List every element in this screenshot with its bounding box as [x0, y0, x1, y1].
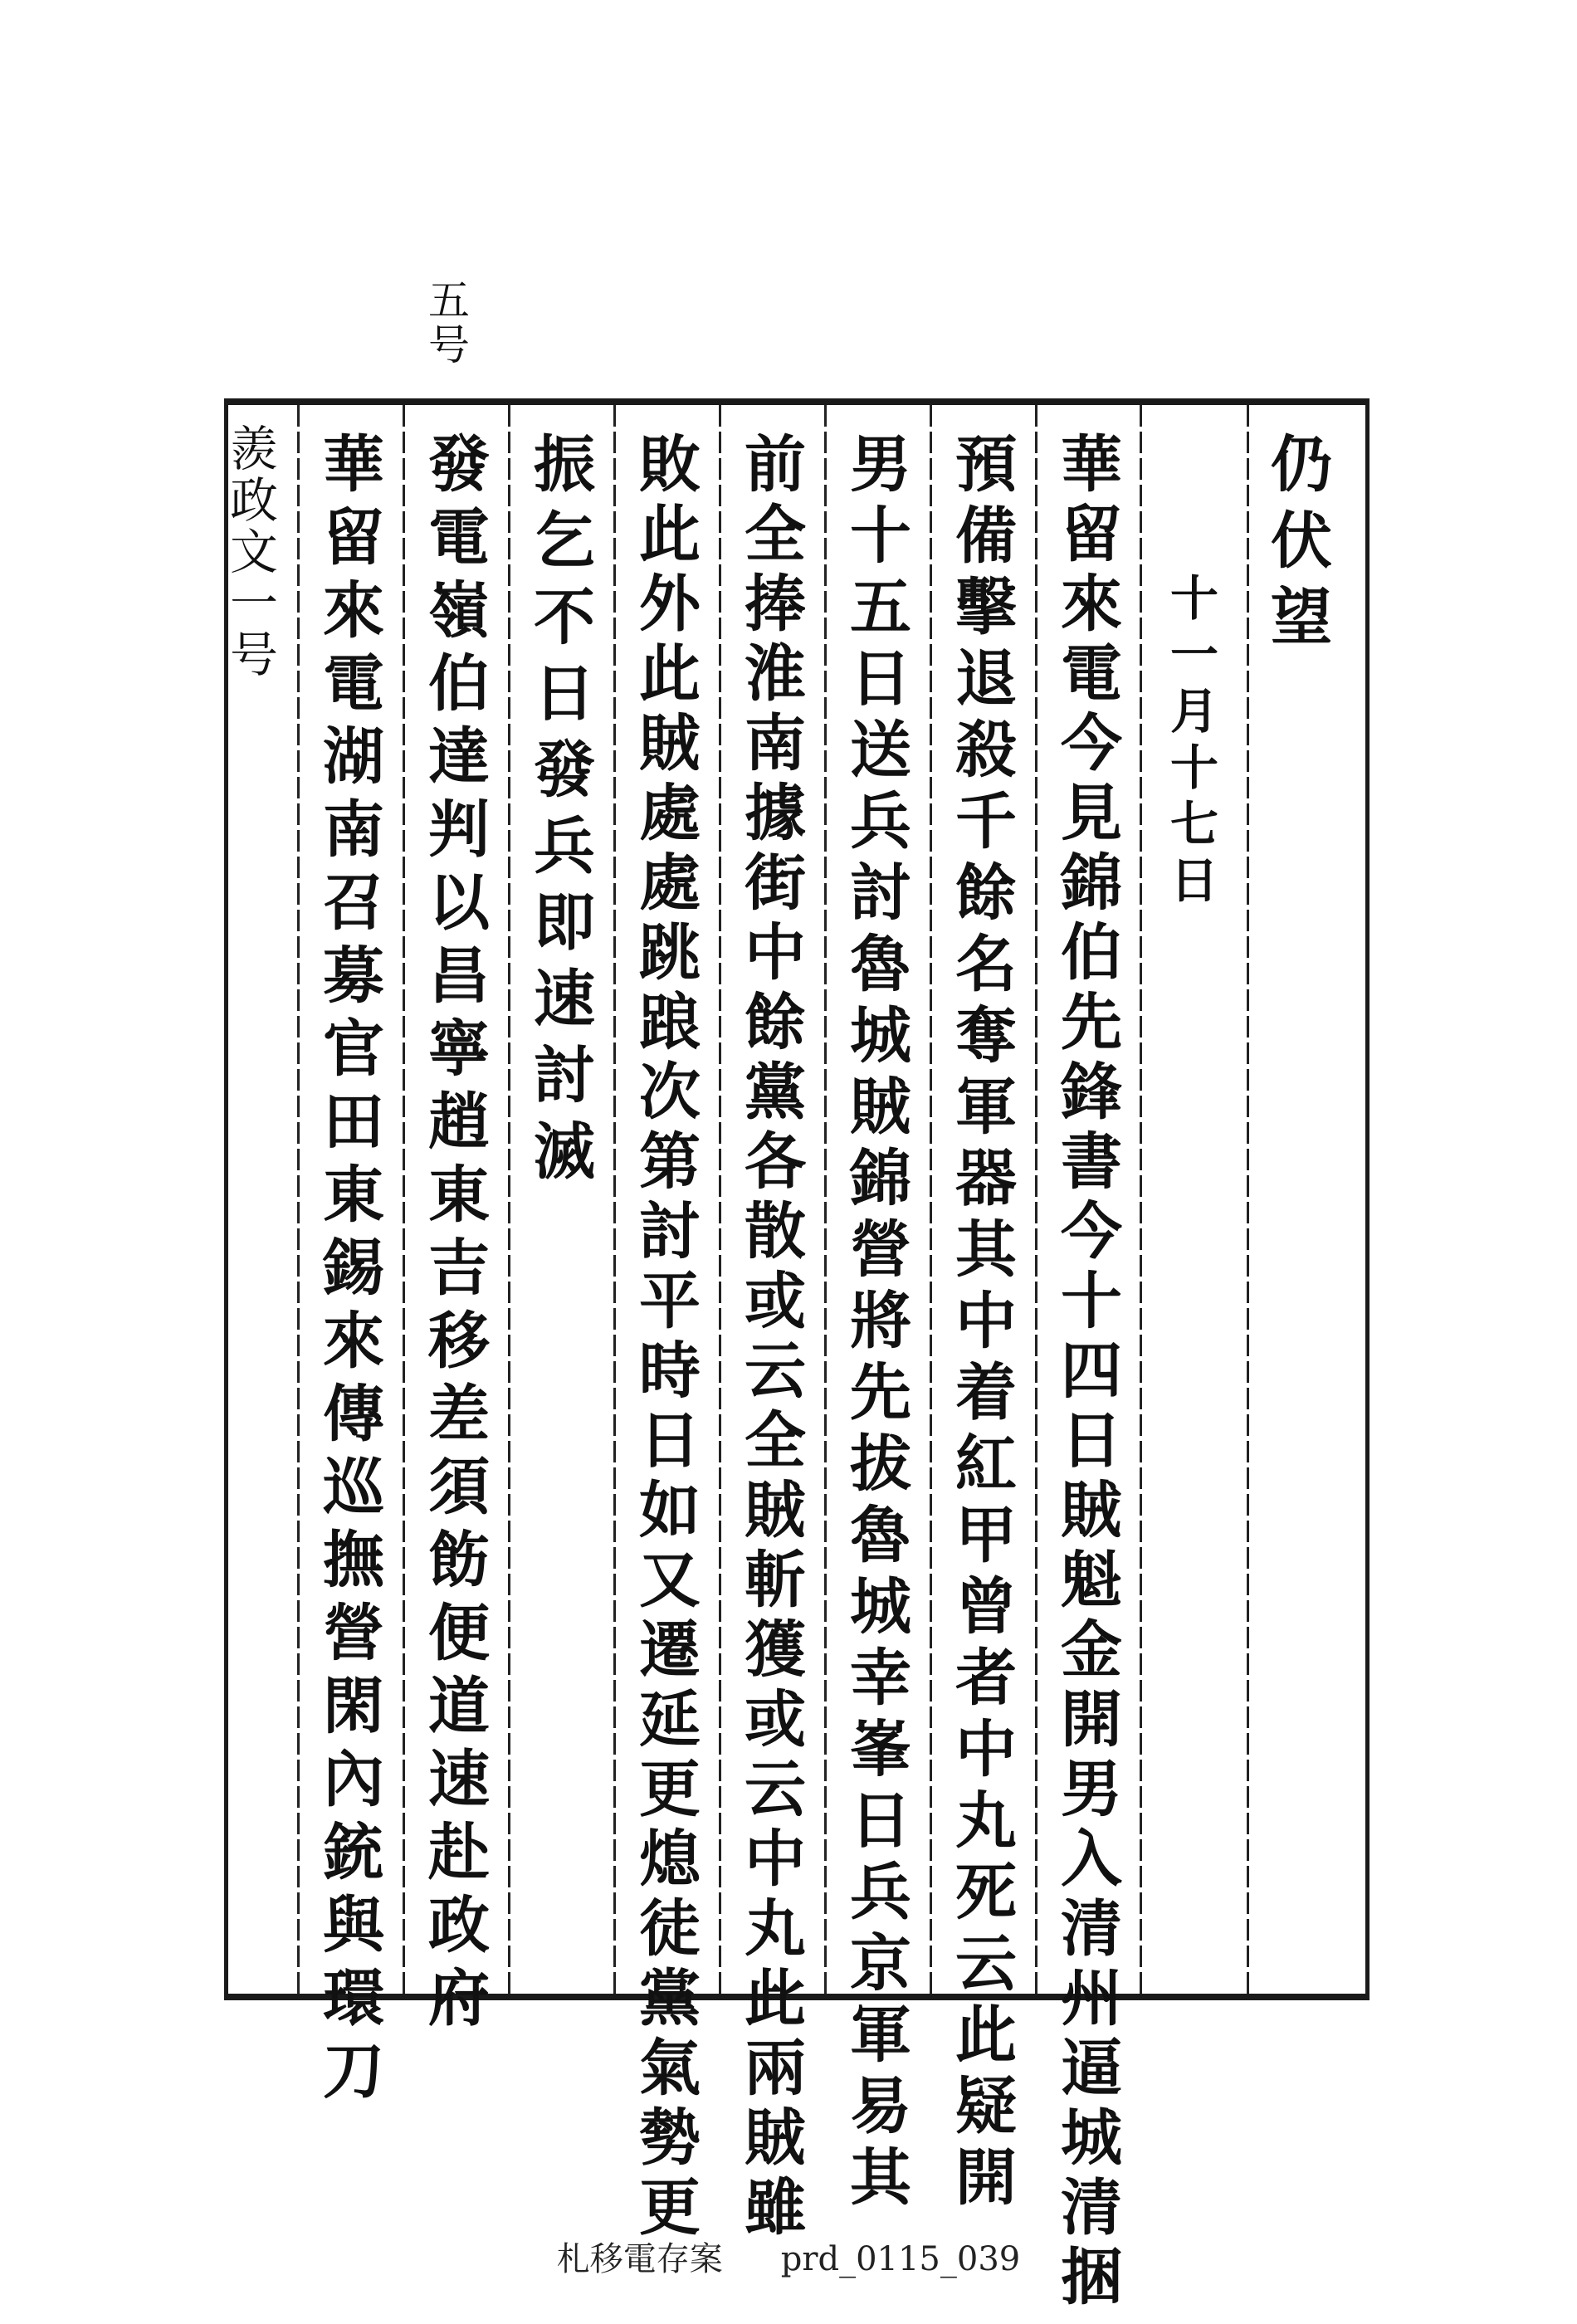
text-column-3: 華留來電今見錦伯先鋒書今十四日賊魁金開男入清州逼城清捆 — [1051, 432, 1122, 2314]
date-column: 十一月十七日 — [1162, 573, 1218, 911]
column-rule — [1247, 405, 1249, 1994]
text-column-4: 預備擊退殺千餘名奪軍器其中着紅甲曾者中丸死云此疑開 — [945, 432, 1017, 2216]
column-rule — [403, 405, 405, 1994]
text-column-10: 華留來電湖南召募官田東錫來傳巡撫營閑內銃與環刀 — [313, 432, 384, 2112]
text-column-5: 男十五日送兵討魯城賊錦營將先拔魯城幸峯日兵京軍易其 — [840, 432, 911, 2216]
spine-label: 羨政文一号 — [222, 423, 278, 681]
column-rule — [613, 405, 616, 1994]
text-column-1: 仍伏望 — [1261, 432, 1332, 661]
column-rule — [1140, 405, 1142, 1994]
text-column-7: 敗此外此賊處處跳踉次第討平時日如又遷延更熄徒黨氣勢更 — [629, 432, 701, 2244]
text-column-8: 振乞不日發兵即速討滅 — [524, 432, 595, 1195]
column-rule — [1035, 405, 1038, 1994]
column-rule — [930, 405, 932, 1994]
text-column-9: 發電嶺伯達判以昌寧趙東吉移差須飭便道速赴政府 — [418, 432, 490, 2038]
column-rule — [824, 405, 827, 1994]
footer-code: prd_0115_039 — [780, 2240, 1021, 2278]
column-rule — [508, 405, 510, 1994]
text-column-6: 前全捧淮南據街中餘黨各散或云全賊斬獲或云中丸此兩賊雖 — [735, 432, 806, 2244]
column-rule — [719, 405, 721, 1994]
footer-caption — [0, 2233, 1577, 2280]
header-mark: 五号 — [422, 278, 470, 368]
footer-title: 札移電存案 — [556, 2240, 723, 2278]
column-rule — [297, 405, 300, 1994]
